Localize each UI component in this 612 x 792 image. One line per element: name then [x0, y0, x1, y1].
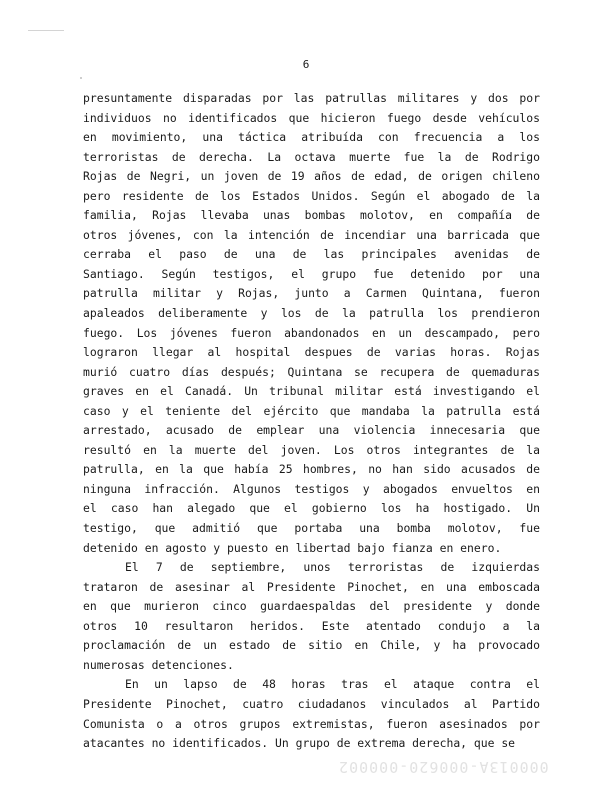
text-line: patrulla, en la que había 25 hombres, no han sido acusados de	[83, 462, 540, 477]
text-line: apaleados deliberamente y los de la patrulla los prendieron	[83, 306, 540, 321]
text-line: lograron llegar al hospital despues de varias horas. Rojas	[83, 345, 540, 360]
text-line: murió cuatro días después; Quintana se recupera de quemaduras	[83, 364, 540, 379]
text-line: terroristas de derecha. La octava muerte fue la de Rodrigo	[83, 149, 540, 164]
text-line: en movimiento, una táctica atribuída con frecuencia a los	[83, 130, 540, 145]
text-line: graves en el Canadá. Un tribunal militar está investigando el	[83, 384, 540, 399]
scan-artifact-mark	[28, 30, 64, 31]
text-line: en que murieron cinco guardaespaldas del presidente y donde	[83, 599, 540, 614]
text-line: otros jóvenes, con la intención de incendiar una barricada que	[83, 227, 540, 242]
paragraph	[83, 558, 540, 675]
text-line: Santiago. Según testigos, el grupo fue detenido por una	[83, 266, 540, 281]
archive-stamp: 000013A-000620-000002	[338, 758, 549, 776]
text-line: individuos no identificados que hicieron fuego desde vehículos	[83, 110, 540, 125]
text-line: caso y el teniente del ejército que mandaba la patrulla está	[83, 403, 540, 418]
text-line: arrestado, acusado de emplear una violencia innecesaria que	[83, 423, 540, 438]
text-line: Rojas de Negri, un joven de 19 años de edad, de origen chileno	[83, 169, 540, 184]
document-body	[83, 89, 540, 754]
text-line: ninguna infracción. Algunos testigos y abogados envueltos en	[83, 481, 540, 496]
paragraph	[83, 89, 540, 558]
text-line: En un lapso de 48 horas tras el ataque contra el	[125, 677, 540, 692]
text-line: proclamación de un estado de sitio en Chile, y ha provocado	[83, 638, 540, 653]
text-line: fuego. Los jóvenes fueron abandonados en un descampado, pero	[83, 325, 540, 340]
text-line: trataron de asesinar al Presidente Pinochet, en una emboscada	[83, 579, 540, 594]
text-line: otros 10 resultaron heridos. Este atentado condujo a la	[83, 618, 540, 633]
text-line: testigo, que admitió que portaba una bomba molotov, fue	[83, 521, 540, 536]
text-line: patrulla militar y Rojas, junto a Carmen Quintana, fueron	[83, 286, 540, 301]
text-line: pero residente de los Estados Unidos. Según el abogado de la	[83, 188, 540, 203]
text-line: presuntamente disparadas por las patrullas militares y dos por	[83, 91, 540, 105]
text-line: atacantes no identificados. Un grupo de extrema derecha, que se	[83, 736, 516, 751]
text-line: cerraba el paso de una de las principales avenidas de	[83, 247, 540, 262]
scan-artifact-dot	[80, 77, 82, 79]
text-line: resultó en la muerte del joven. Los otros integrantes de la	[83, 442, 540, 457]
paragraph	[83, 675, 540, 753]
text-line: Comunista o a otros grupos extremistas, fueron asesinados por	[83, 716, 540, 731]
text-line: detenido en agosto y puesto en libertad bajo fianza en enero.	[83, 540, 502, 555]
text-line: numerosas detenciones.	[83, 657, 234, 672]
text-line: El 7 de septiembre, unos terroristas de izquierdas	[125, 560, 540, 575]
page-number: 6	[302, 58, 310, 71]
text-line: el caso han alegado que el gobierno los ha hostigado. Un	[83, 501, 540, 516]
text-line: Presidente Pinochet, cuatro ciudadanos vinculados al Partido	[83, 696, 540, 711]
text-line: familia, Rojas llevaba unas bombas molotov, en compañía de	[83, 208, 540, 223]
